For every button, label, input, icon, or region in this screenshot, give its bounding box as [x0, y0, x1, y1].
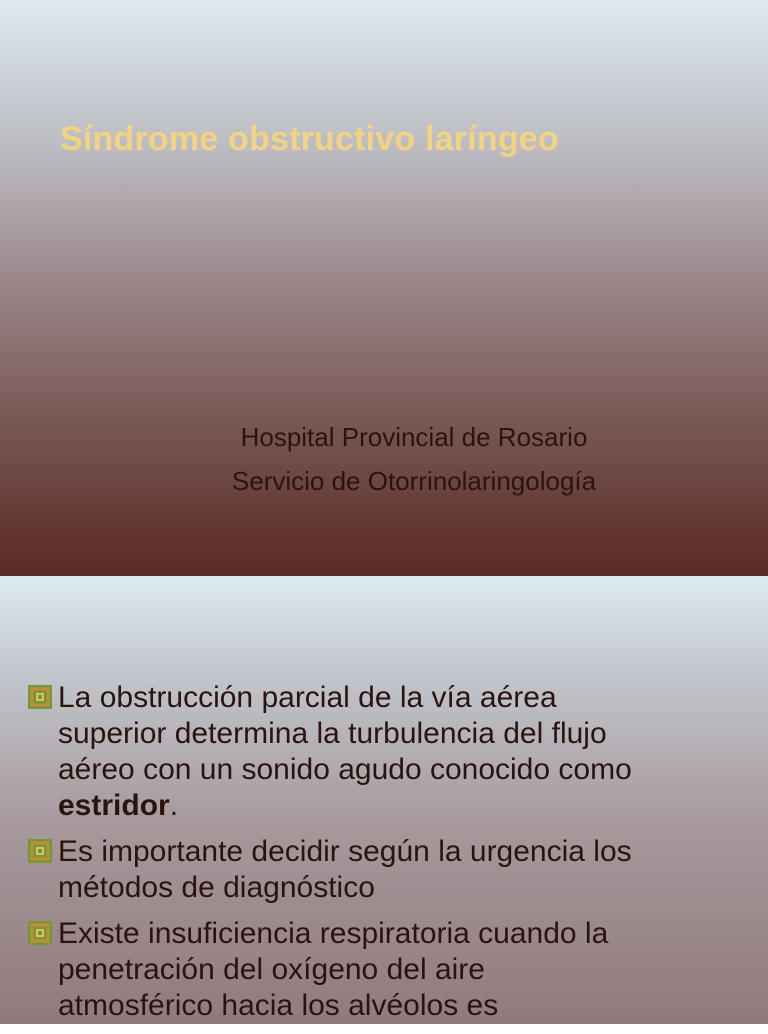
- list-item: [28, 916, 648, 1024]
- list-item: [28, 834, 648, 906]
- bullet-text: Existe insuficiencia respiratoria cuando la penetración del oxígeno del aire atmosférico hacia los alvéolos es: [58, 917, 609, 1022]
- bullet-text: La obstrucción parcial de la vía aérea superior determina la turbulencia del flujo aéreo con un sonido agudo conocido como estridor.: [58, 681, 632, 822]
- decorative-square-icon: [28, 839, 52, 863]
- bullet-text: Es importante decidir según la urgencia los métodos de diagnóstico: [58, 835, 632, 904]
- decorative-square-icon: [28, 921, 52, 945]
- list-item: [28, 680, 648, 824]
- department-name: Servicio de Otorrinolaringología: [231, 466, 597, 496]
- hospital-name: Hospital Provincial de Rosario: [240, 422, 588, 452]
- slide-title-heading: Síndrome obstructivo laríngeo: [60, 120, 559, 158]
- bullet-list: [28, 680, 648, 1034]
- decorative-square-icon: [28, 685, 52, 709]
